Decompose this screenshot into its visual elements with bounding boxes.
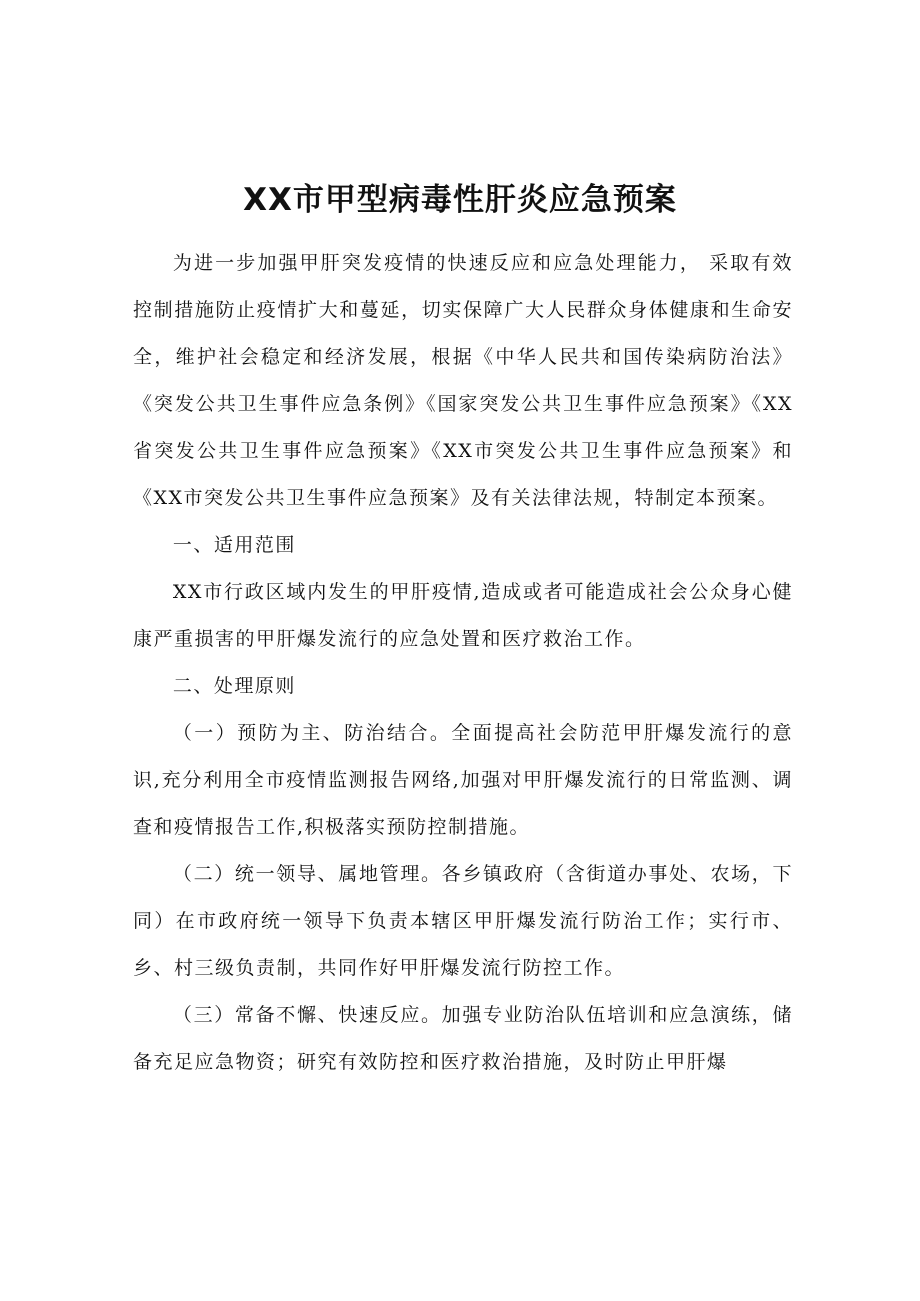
principle-paragraph-3: （三）常备不懈、快速反应。加强专业防治队伍培训和应急演练，储备充足应急物资；研究有效防控和医疗救治措施，及时防止甲肝爆 bbox=[133, 1004, 793, 1073]
document-body bbox=[133, 240, 793, 1086]
document-title: XX市甲型病毒性肝炎应急预案 bbox=[243, 182, 677, 218]
principle-paragraph-1: （一）预防为主、防治结合。全面提高社会防范甲肝爆发流行的意识,充分利用全市疫情监测报告网络,加强对甲肝爆发流行的日常监测、调查和疫情报告工作,积极落实预防控制措施。 bbox=[133, 722, 793, 838]
section-heading-scope: 一、适用范围 bbox=[172, 534, 296, 556]
scope-paragraph: XX市行政区域内发生的甲肝疫情,造成或者可能造成社会公众身心健康严重损害的甲肝爆发流行的应急处置和医疗救治工作。 bbox=[133, 581, 793, 650]
principle-paragraph-2: （二）统一领导、属地管理。各乡镇政府（含街道办事处、农场，下同）在市政府统一领导下负责本辖区甲肝爆发流行防治工作；实行市、乡、村三级负责制，共同作好甲肝爆发流行防控工作。 bbox=[133, 863, 793, 979]
section-heading-principles: 二、处理原则 bbox=[172, 675, 296, 697]
intro-paragraph: 为进一步加强甲肝突发疫情的快速反应和应急处理能力， 采取有效控制措施防止疫情扩大和蔓延，切实保障广大人民群众身体健康和生命安全，维护社会稳定和经济发展，根据《中华人民共和国传染病防治法》《突发公共卫生事件应急条例》《国家突发公共卫生事件应急预案》《XX省突发公共卫生事件应急预案》《XX市突发公共卫生事件应急预案》和《XX市突发公共卫生事件应急预案》及有关法律法规，特制定本预案。 bbox=[133, 252, 793, 509]
